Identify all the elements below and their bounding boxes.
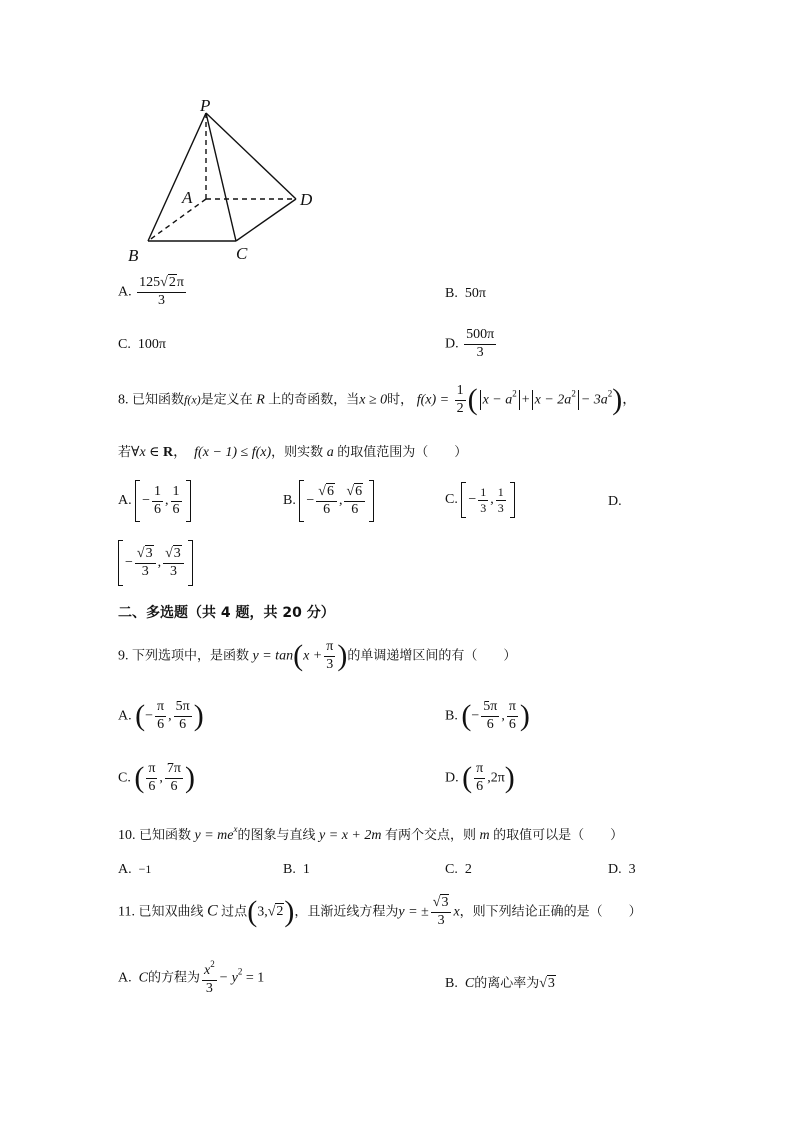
- q8-option-d-label[interactable]: D.: [608, 494, 622, 509]
- q9-option-a[interactable]: A. (− $\frac{\pi}{6}$ , $\frac{5\pi}{6}$ ): [118, 699, 204, 733]
- pyramid-figure: [120, 95, 340, 265]
- q8-option-c[interactable]: C. − $\frac{1}{3}$ , $\frac{1}{3}$: [445, 482, 515, 518]
- q8-option-b[interactable]: B. − $\frac{√6}{6}$ , $\frac{√6}{6}$: [283, 480, 374, 522]
- q11-option-a[interactable]: A. C的方程为 $\frac{x^2}{3}$ − $y^2 = 1$: [118, 959, 265, 996]
- vertex-b-label: B: [128, 246, 139, 265]
- q7-option-a[interactable]: A. $\frac{125√2\pi}{3}$: [118, 275, 184, 308]
- vertex-a-label: A: [182, 188, 193, 207]
- q10-option-c[interactable]: C. 2: [445, 862, 472, 877]
- q10-stem: 10. 已知函数 $y = me^x$的图象与直线 y = x + 2m 有两个交点，则 m 的取值可以是（ ）: [118, 824, 624, 843]
- q8-stem-line1: 8. 已知函数f(x)是定义在 R 上的奇函数，当x ≥ 0时， f(x) = $\frac{1}{2}$ ( $x - a^2 + x - 2a^2 - 3a^2$)，: [118, 383, 637, 417]
- vertex-c-label: C: [236, 244, 248, 263]
- section-heading: 二、多选题（共 4 题，共 20 分）: [118, 605, 335, 621]
- q10-option-b[interactable]: B. 1: [283, 862, 310, 877]
- q7-option-d[interactable]: D. $\frac{500\pi}{3}$: [445, 327, 495, 360]
- q9-option-b[interactable]: B. (− $\frac{5\pi}{6}$ , $\frac{\pi}{6}$ ): [445, 699, 530, 733]
- q11-stem: 11. 已知双曲线 C 过点(3,√2)，且渐近线方程为y = ± $\frac{√3}{3}$ x，则下列结论正确的是（ ）: [118, 895, 642, 929]
- q9-option-c[interactable]: C. ( $\frac{\pi}{6}$ , $\frac{7\pi}{6}$ ): [118, 761, 195, 795]
- q10-option-d[interactable]: D. 3: [608, 862, 636, 877]
- q9-stem: 9. 下列选项中，是函数 y = tan(x + $\frac{\pi}{3}$ )的单调递增区间的有（ ）: [118, 639, 517, 673]
- q10-option-a[interactable]: A. −1: [118, 862, 152, 877]
- vertex-p-label: P: [200, 96, 211, 115]
- q8-option-d[interactable]: − $\frac{√3}{3}$ , $\frac{√3}{3}$: [118, 540, 193, 586]
- q8-stem-line2: 若∀x ∈ R， f(x − 1) ≤ f(x)，则实数 a 的取值范围为（ ）: [118, 445, 468, 460]
- q8-option-a[interactable]: A. − $\frac{1}{6}$ , $\frac{1}{6}$: [118, 480, 191, 522]
- q11-option-b[interactable]: B. C的离心率为√3: [445, 976, 555, 991]
- q9-option-d[interactable]: D. ( $\frac{\pi}{6}$ ,2π): [445, 761, 515, 795]
- q7-option-b[interactable]: B. 50π: [445, 286, 486, 301]
- vertex-d-label: D: [300, 190, 313, 209]
- q7-option-c[interactable]: C. 100π: [118, 337, 166, 352]
